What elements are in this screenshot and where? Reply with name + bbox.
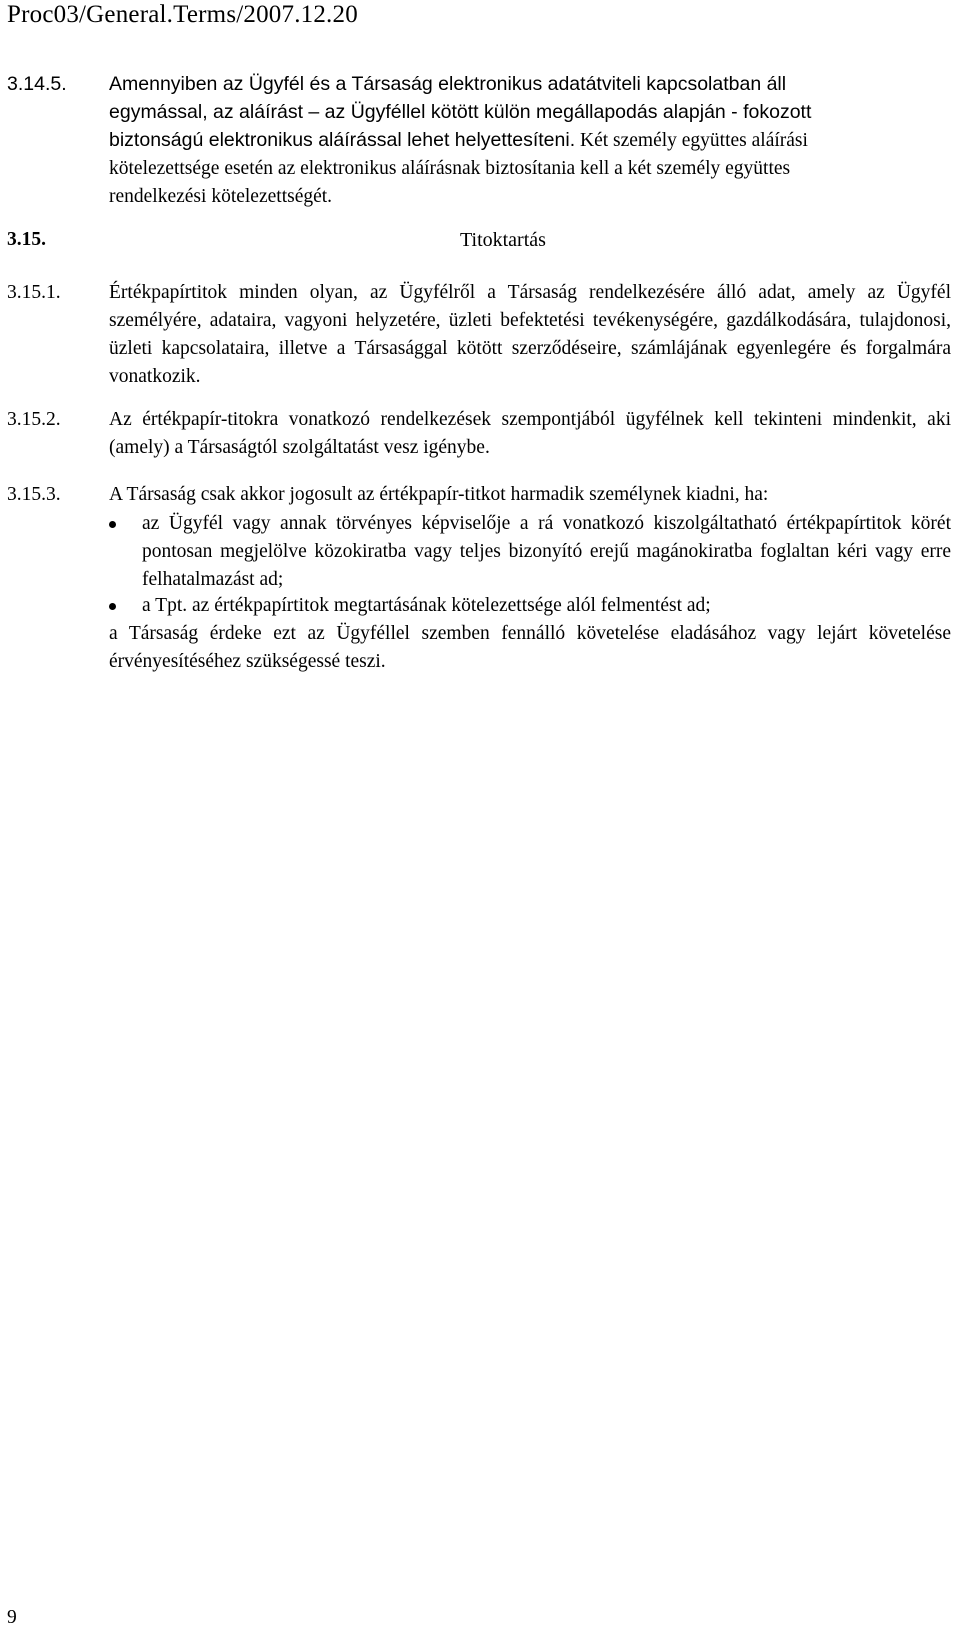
section-number-3-15-1: 3.15.1. <box>7 282 61 303</box>
section-3-14-5-line-3 <box>109 126 951 155</box>
bullet-icon <box>109 603 116 610</box>
bullet-icon <box>109 521 116 528</box>
section-3-14-5-line-5: rendelkezési kötelezettségét. <box>109 186 333 207</box>
section-number-3-14-5: 3.14.5. <box>7 73 67 95</box>
page-number: 9 <box>7 1607 17 1628</box>
section-3-15-2-text: Az értékpapír-titokra vonatkozó rendelkezések szempontjából ügyfélnek kell tekinteni mindenkit, aki (amely) a Társaságtól szolgáltatást vesz igénybe. <box>109 409 951 458</box>
section-number-3-15-3: 3.15.3. <box>7 484 61 505</box>
section-title-titoktartas: Titoktartás <box>460 229 546 251</box>
section-3-15-1-text: Értékpapírtitok minden olyan, az Ügyfélről a Társaság rendelkezésére álló adat, amely az Ügyfél személyére, adataira, vagyoni helyzetére, üzleti befektetési tevékenységére, gazdálkodására, tulajdonosi, üzleti kapcsolataira, illetve a Társasággal kötött szerződéseire, számlájának egyenlegére és forgalmára vonatkozik. <box>109 282 951 387</box>
section-3-14-5-line-3-sans: biztonságú elektronikus aláírással lehet helyettesíteni. <box>109 129 576 151</box>
bullet-item-2-text: a Tpt. az értékpapírtitok megtartásának kötelezettsége alól felmentést ad; <box>142 595 711 616</box>
section-3-14-5-line-1: Amennyiben az Ügyfél és a Társaság elektronikus adatátviteli kapcsolatban áll <box>109 73 787 95</box>
section-3-14-5-line-3-serif: Két személy együttes aláírási <box>575 130 808 151</box>
section-3-15-3-closing: a Társaság érdeke ezt az Ügyféllel szemben fennálló követelése eladásához vagy lejárt követelése érvényesítéséhez szükségessé teszi. <box>109 623 951 672</box>
section-3-14-5-text <box>109 70 951 211</box>
section-3-15-3-intro: A Társaság csak akkor jogosult az értékpapír-titkot harmadik személynek kiadni, ha: <box>109 484 769 505</box>
section-number-3-15-2: 3.15.2. <box>7 409 61 430</box>
bullet-item-1-text: az Ügyfél vagy annak törvényes képviselője a rá vonatkozó kiszolgáltatható értékpapírtitok körét pontosan megjelölve közokiratba vagy teljes bizonyító erejű magánokiratba foglaltan kéri vagy erre felhatalmazást ad; <box>142 513 951 590</box>
section-number-3-15: 3.15. <box>7 229 46 250</box>
section-3-14-5-line-4: kötelezettsége esetén az elektronikus aláírásnak biztosítania kell a két személy együttes <box>109 158 791 179</box>
document-header: Proc03/General.Terms/2007.12.20 <box>7 1 358 28</box>
section-3-14-5-line-2: egymással, az aláírást – az Ügyféllel kötött külön megállapodás alapján - fokozott <box>109 101 812 123</box>
